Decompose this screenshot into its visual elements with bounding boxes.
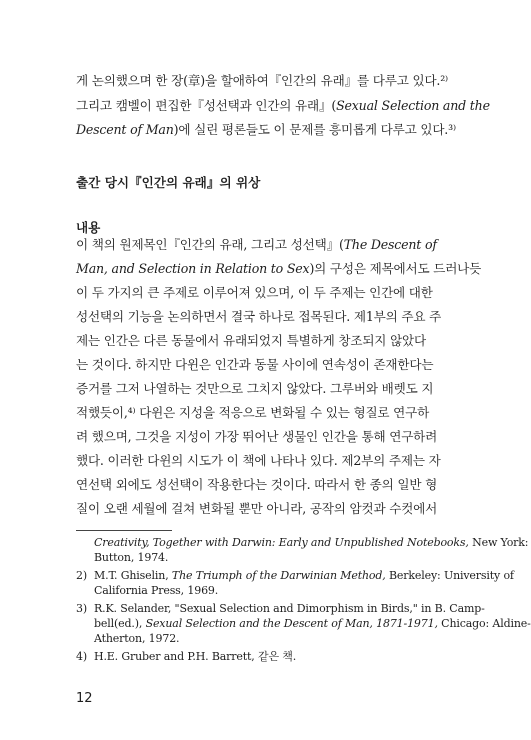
page-number: 12 [76, 691, 93, 706]
footnote-line: bell(ed.), Sexual Selection and the Descent of Man, 1871-1971, Chicago: Aldine- [94, 617, 531, 630]
footnote-line: Creativity, Together with Darwin: Early and Unpublished Notebooks, New York: [94, 536, 529, 549]
text-line: 했다. 이러한 다윈의 시도가 이 책에 나타나 있다. 제2부의 주제는 자 [76, 453, 441, 468]
footnote-line: Atherton, 1972. [94, 632, 180, 645]
footnote-number: 2) [76, 569, 87, 582]
text-line: 이 책의 원제목인『인간의 유래, 그리고 성선택』(The Descent of [76, 237, 437, 252]
footnote-divider [76, 530, 172, 531]
text-line: Descent of Man)에 실린 평론들도 이 문제를 흥미롭게 다루고 있다.³⁾ [76, 122, 456, 137]
footnote-line: California Press, 1969. [94, 584, 219, 597]
text-line: 려 했으며, 그것을 지성이 가장 뛰어난 생물인 인간을 통해 연구하려 [76, 429, 438, 444]
footnote-line: 2) M.T. Ghiselin, The Triumph of the Darwinian Method, Berkeley: University of [76, 569, 514, 582]
text-line: 이 두 가지의 큰 주제로 이루어져 있으며, 이 두 주제는 인간에 대한 [76, 285, 433, 300]
footnote-line: Button, 1974. [94, 551, 169, 564]
text-line: 는 것이다. 하지만 다윈은 인간과 동물 사이에 연속성이 존재한다는 [76, 357, 434, 372]
footnote-line: 4) H.E. Gruber and P.H. Barrett, 같은 책. [76, 650, 297, 663]
footnote-number: 4) [76, 650, 87, 663]
text-line: Man, and Selection in Relation to Sex)의 구성은 제목에서도 드러나듯 [76, 261, 482, 276]
footnote-number: 3) [76, 602, 87, 615]
footnote-line: 3) R.K. Selander, "Sexual Selection and Dimorphism in Birds," in B. Camp- [76, 602, 485, 615]
text-line: 질이 오랜 세월에 걸쳐 변화될 뿐만 아니라, 공작의 암컷과 수컷에서 [76, 501, 438, 516]
text-line: 성선택의 기능을 논의하면서 결국 하나로 접목된다. 제1부의 주요 주 [76, 309, 442, 324]
text-line: 그리고 캠벨이 편집한『성선택과 인간의 유래』(Sexual Selection and the [76, 98, 490, 113]
text-line: 적했듯이,⁴⁾ 다윈은 지성을 적응으로 변화될 수 있는 형질로 연구하 [76, 405, 430, 420]
subsection-heading: 내용 [76, 220, 101, 235]
text-line: 연선택 외에도 성선택이 작용한다는 것이다. 따라서 한 종의 일반 형 [76, 477, 438, 492]
text-line: 제는 인간은 다른 동물에서 유래되었지 특별하게 창조되지 않았다 [76, 333, 426, 348]
section-title: 출간 당시『인간의 유래』의 위상 [76, 175, 261, 190]
text-line: 증거를 그저 나열하는 것만으로 그치지 않았다. 그루버와 배렛도 지 [76, 381, 434, 396]
text-line: 게 논의했으며 한 장(章)을 할애하여『인간의 유래』를 다루고 있다.²⁾ [76, 73, 448, 88]
